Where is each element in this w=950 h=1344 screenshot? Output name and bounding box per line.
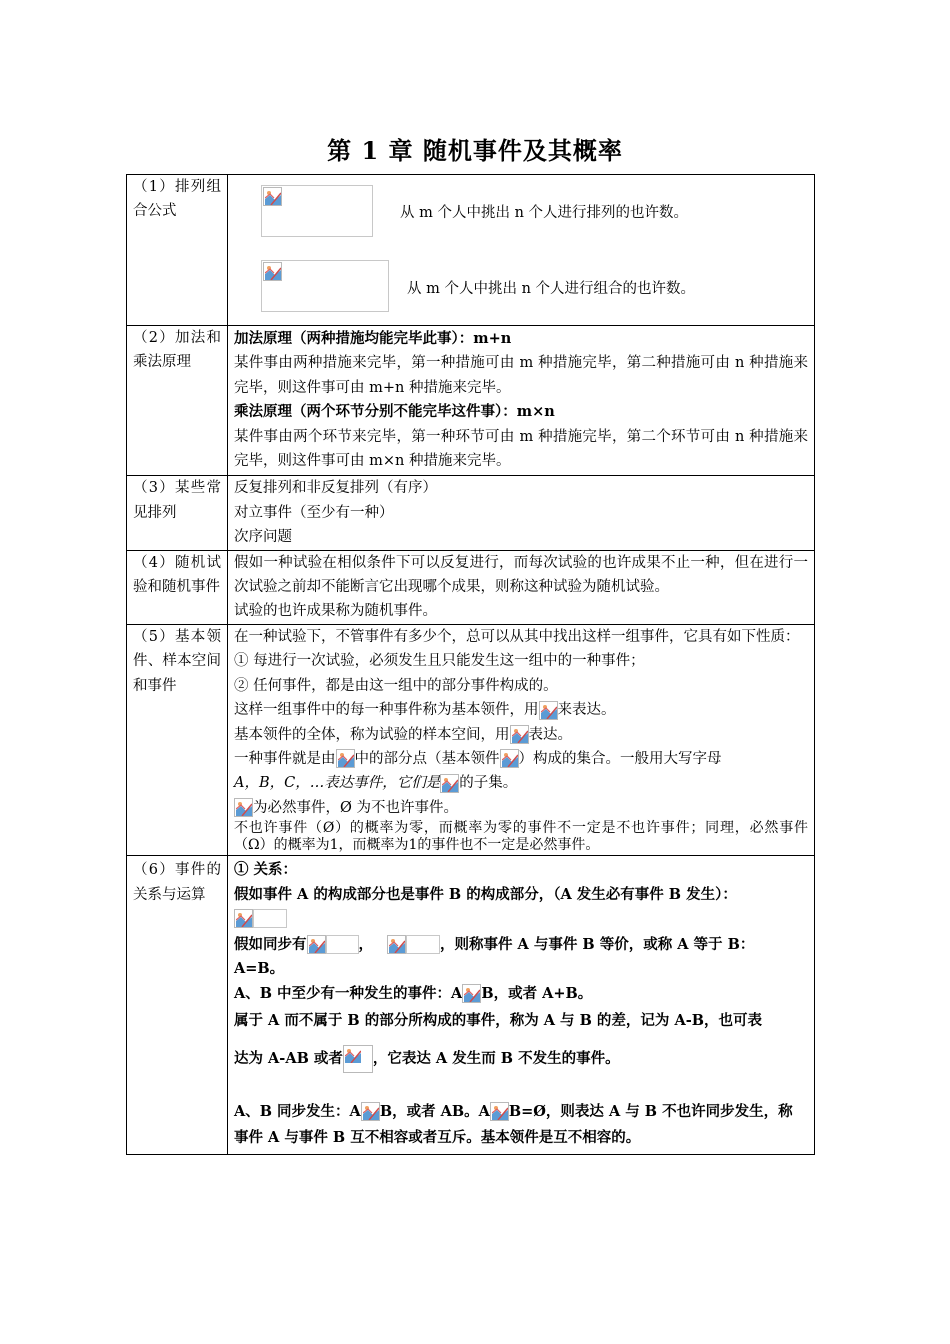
row-label: （1）排列组合公式 xyxy=(127,175,228,326)
row-content xyxy=(228,326,815,476)
text-span: 基本领件的全体，称为试验的样本空间，用 xyxy=(234,726,510,743)
row-label: （5）基本领件、样本空间和事件 xyxy=(127,624,228,855)
broken-image-icon xyxy=(440,774,459,793)
text-span: 中的部分点（基本领件 xyxy=(354,750,500,767)
row-label: （2）加法和乘法原理 xyxy=(127,326,228,476)
text-block: 不也许事件（Ø）的概率为零，而概率为零的事件不一定是不也许事件；同理，必然事件（Ω）的概率为1，而概率为1的事件也不一定是必然事件。 xyxy=(234,820,808,854)
text-line xyxy=(234,796,808,820)
text-line: A=B。 xyxy=(234,960,285,978)
text-span: ）构成的集合。一般用大写字母 xyxy=(518,750,722,767)
broken-image-icon xyxy=(361,1102,380,1121)
text-line xyxy=(234,982,808,1006)
formula-image-frame xyxy=(253,909,287,928)
text-line: 从 m 个人中挑出 n 个人进行组合的也许数。 xyxy=(407,281,696,297)
text-span: B=Ø，则表达 A 与 B 不也许同步发生，称 xyxy=(508,1102,793,1120)
text-span: 达为 A-AB 或者 xyxy=(234,1049,343,1067)
table-row xyxy=(127,624,815,855)
summary-table xyxy=(126,174,815,1155)
text-line xyxy=(234,1044,808,1074)
text-span: B，或者 AB。A xyxy=(379,1102,490,1120)
text-block: 某件事由两个环节来完毕，第一种环节可由 m 种措施完毕，第二个环节可由 n 种措施来完毕，则这件事可由 m×n 种措施来完毕。 xyxy=(234,428,808,470)
text-span: A、B 同步发生：A xyxy=(234,1102,361,1120)
broken-image-icon xyxy=(336,749,355,768)
text-line xyxy=(234,933,808,957)
text-line: 事件 A 与事件 B 互不相容或者互斥。基本领件是互不相容的。 xyxy=(234,1128,641,1146)
text-span: B，或者 A+B。 xyxy=(481,984,593,1002)
row-content xyxy=(228,550,815,624)
text-line xyxy=(234,771,808,795)
text-block: 假如一种试验在相似条件下可以反复进行，而每次试验的也许成果不止一种，但在进行一次试验之前却不能断言它出现哪个成果，则称这种试验为随机试验。 xyxy=(234,554,808,596)
page-title: 第 1 章 随机事件及其概率 xyxy=(327,136,623,165)
text-span: ，则称事件 A 与事件 B 等价，或称 A 等于 B： xyxy=(440,935,755,953)
broken-image-icon xyxy=(500,749,519,768)
broken-image-icon xyxy=(387,935,406,954)
table-row xyxy=(127,856,815,1155)
text-line: ① 关系： xyxy=(234,861,298,879)
broken-image-icon xyxy=(263,187,282,206)
table-row xyxy=(127,476,815,550)
text-span: 的子集。 xyxy=(459,775,518,792)
table-row xyxy=(127,175,815,326)
text-span: 为必然事件，Ø 为不也许事件。 xyxy=(253,799,458,816)
broken-image-icon xyxy=(539,701,558,720)
text-span: 这样一组事件中的每一种事件称为基本领件，用 xyxy=(234,702,539,719)
formula-image-frame xyxy=(326,935,359,954)
text-span: 假如同步有 xyxy=(234,935,307,953)
row-content xyxy=(228,856,815,1155)
text-line xyxy=(234,1100,808,1124)
add-title: 加法原理（两种措施均能完毕此事）：m+n xyxy=(234,330,512,347)
row-label: （6）事件的关系与运算 xyxy=(127,856,228,1155)
text-line xyxy=(234,698,808,722)
text-line: 反复排列和非反复排列（有序） xyxy=(234,480,437,497)
text-line: ② 任何事件，都是由这一组中的部分事件构成的。 xyxy=(234,677,558,694)
text-span: ，它表达 A 发生而 B 不发生的事件。 xyxy=(372,1049,620,1067)
formula-image-frame xyxy=(406,935,440,954)
text-span: 表达。 xyxy=(528,726,572,743)
text-span: 来表达。 xyxy=(557,702,616,719)
text-line: 从 m 个人中挑出 n 个人进行排列的也许数。 xyxy=(400,205,689,221)
broken-image-icon xyxy=(490,1102,509,1121)
text-block: 在一种试验下，不管事件有多少个，总可以从其中找出这样一组事件，它具有如下性质： xyxy=(234,628,800,645)
broken-image-icon xyxy=(343,1045,373,1073)
text-span: A、B 中至少有一种发生的事件：A xyxy=(234,984,463,1002)
broken-image-icon xyxy=(307,935,326,954)
broken-image-icon xyxy=(462,984,481,1003)
text-line: 试验的也许成果称为随机事件。 xyxy=(234,603,437,620)
text-line xyxy=(234,723,808,747)
row-label: （4）随机试验和随机事件 xyxy=(127,550,228,624)
table-row xyxy=(127,550,815,624)
text-line: 属于 A 而不属于 B 的部分所构成的事件，称为 A 与 B 的差，记为 A-B，也可表 xyxy=(234,1012,762,1030)
text-line: 假如事件 A 的构成部分也是事件 B 的构成部分，（A 发生必有事件 B 发生）： xyxy=(234,885,737,903)
row-label: （3）某些常见排列 xyxy=(127,476,228,550)
row-content xyxy=(228,476,815,550)
text-span: A，B，C，…表达事件，它们是 xyxy=(234,775,441,792)
broken-image-icon xyxy=(263,262,282,281)
text-line xyxy=(234,747,808,771)
broken-image-icon xyxy=(234,909,253,928)
broken-image-icon xyxy=(234,798,253,817)
text-span: 一种事件就是由 xyxy=(234,750,336,767)
text-span: ， xyxy=(358,935,373,953)
mul-title: 乘法原理（两个环节分别不能完毕这件事）：m×n xyxy=(234,403,555,421)
text-block: 某件事由两种措施来完毕，第一种措施可由 m 种措施完毕，第二种措施可由 n 种措施来完毕，则这件事可由 m+n 种措施来完毕。 xyxy=(234,355,808,396)
row-content xyxy=(228,624,815,855)
text-line xyxy=(234,907,808,933)
text-line: 次序问题 xyxy=(234,529,292,546)
text-line: 对立事件（至少有一种） xyxy=(234,504,394,521)
text-line: ① 每进行一次试验，必须发生且只能发生这一组中的一种事件； xyxy=(234,653,645,670)
row-content xyxy=(228,175,815,326)
table-row xyxy=(127,326,815,476)
broken-image-icon xyxy=(510,725,529,744)
